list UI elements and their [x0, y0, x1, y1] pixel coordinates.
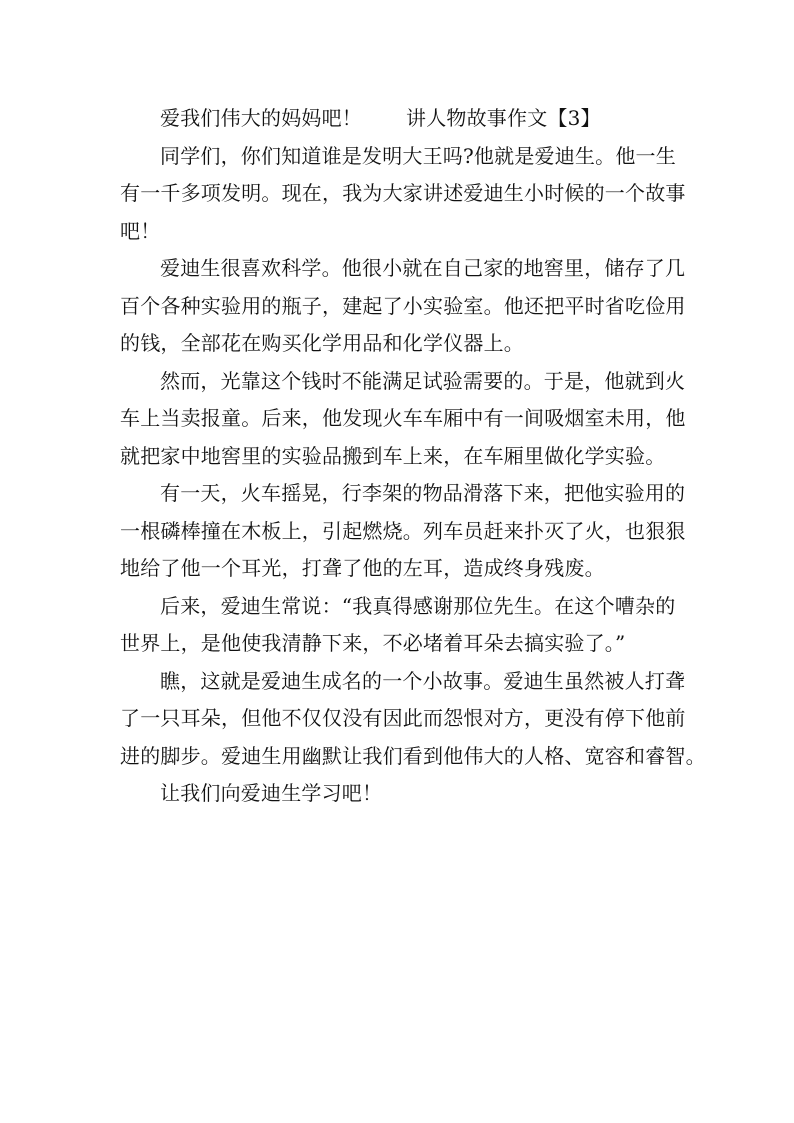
paragraph-line: 就把家中地窖里的实验品搬到车上来，在车厢里做化学实验。: [120, 443, 666, 468]
paragraph-line: 的钱，全部花在购买化学用品和化学仪器上。: [120, 331, 524, 355]
paragraph-line: 后来，爱迪生常说：“我真得感谢那位先生。在这个嘈杂的: [160, 593, 676, 618]
paragraph-line: 一根磷棒撞在木板上，引起燃烧。列车员赶来扑灭了火，也狠狠: [120, 518, 686, 543]
paragraph-line: 然而，光靠这个钱时不能满足试验需要的。于是，他就到火: [160, 368, 686, 393]
title-line: [120, 100, 680, 138]
title-part-2: 讲人物故事作文【3】: [406, 106, 601, 130]
paragraph-line: 吧！: [120, 218, 161, 243]
paragraph-line: 瞧，这就是爱迪生成名的一个小故事。爱迪生虽然被人打聋: [160, 668, 686, 693]
paragraph-line: 地给了他一个耳光，打聋了他的左耳，造成终身残废。: [120, 556, 605, 580]
paragraph-line: 进的脚步。爱迪生用幽默让我们看到他伟大的人格、宽容和睿智。: [120, 743, 706, 768]
document-body: [120, 100, 706, 813]
paragraph-line: 百个各种实验用的瓶子，建起了小实验室。他还把平时省吃俭用: [120, 293, 686, 318]
paragraph-line: 同学们，你们知道谁是发明大王吗?他就是爱迪生。他一生: [160, 143, 676, 168]
paragraph-line: 了一只耳朵，但他不仅仅没有因此而怨恨对方，更没有停下他前: [120, 706, 686, 730]
paragraph-line: 世界上，是他使我清静下来，不必堵着耳朵去搞实验了。”: [120, 631, 626, 655]
paragraph-line: 车上当卖报童。后来，他发现火车车厢中有一间吸烟室未用，他: [120, 406, 686, 430]
paragraph-line: 爱迪生很喜欢科学。他很小就在自己家的地窖里，储存了几: [160, 256, 686, 280]
paragraph-line: 有一天，火车摇晃，行李架的物品滑落下来，把他实验用的: [160, 481, 686, 505]
paragraph-line: 让我们向爱迪生学习吧！: [160, 781, 383, 805]
paragraph-line: 有一千多项发明。现在，我为大家讲述爱迪生小时候的一个故事: [120, 181, 686, 205]
title-part-1: 爱我们伟大的妈妈吧！: [160, 106, 362, 130]
